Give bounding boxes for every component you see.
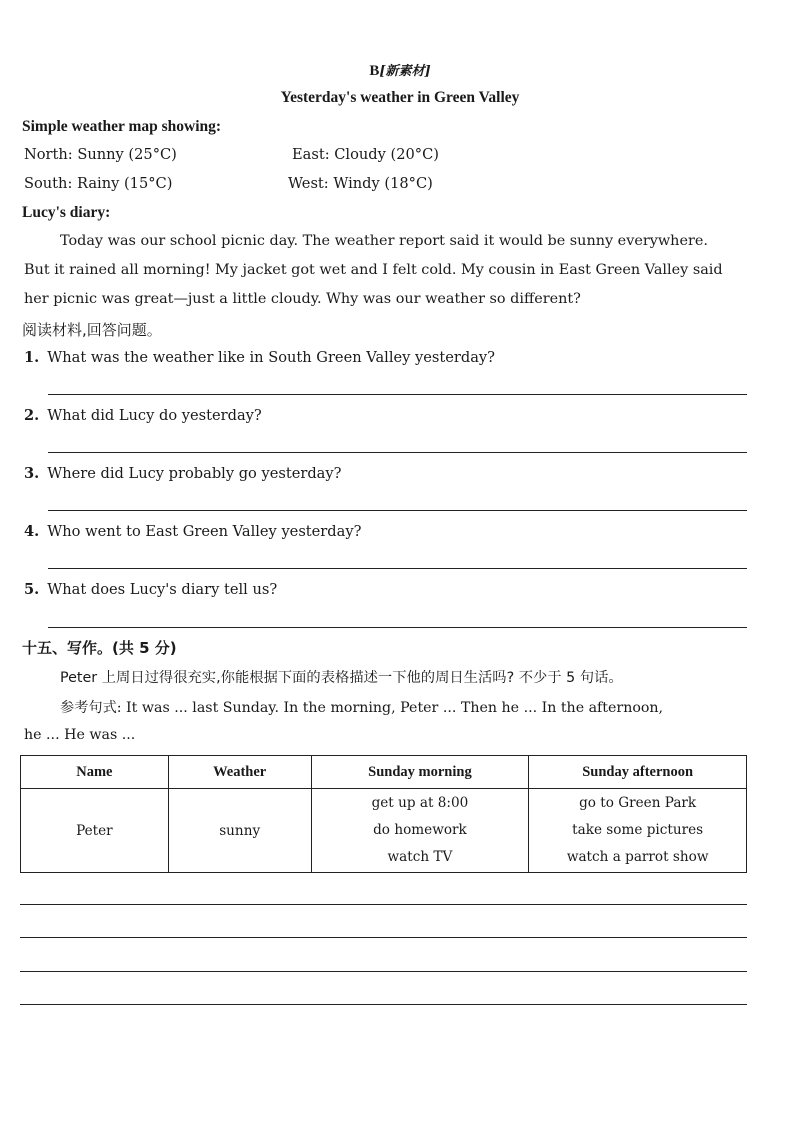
tag-bracket-close: ] [424,64,431,79]
question-text: Where did Lucy probably go yesterday? [47,465,342,482]
weather-map-heading: Simple weather map showing: [22,118,222,135]
table-header-row [21,756,747,789]
section-letter: B [369,63,380,79]
writing-line-4[interactable] [20,1004,747,1005]
peter-sunday-table [20,755,747,873]
section-b-label [0,60,800,80]
answer-line-4[interactable] [48,568,747,569]
tag-bracket-open: [ [379,64,386,79]
header-name: Name [21,756,169,789]
writing-line-2[interactable] [20,937,747,938]
weather-west: West: Windy (18°C) [288,175,433,192]
writing-line-3[interactable] [20,971,747,972]
question-1 [24,349,495,366]
reading-instruction: 阅读材料,回答问题。 [22,321,162,339]
afternoon-activity: watch a parrot show [566,849,709,865]
question-number: 2. [24,407,40,424]
afternoon-activity: go to Green Park [579,795,697,811]
morning-activity: get up at 8:00 [371,795,469,811]
sentence-patterns-line-2: he ... He was ... [24,727,136,743]
writing-heading: 十五、写作。(共 5 分) [22,639,177,657]
question-number: 3. [24,465,40,482]
morning-activity: do homework [373,822,467,838]
diary-line-1: Today was our school picnic day. The weather report said it would be sunny everywhere. [60,233,708,249]
question-number: 4. [24,523,40,540]
new-material-tag: 新素材 [385,64,425,79]
table-row [21,789,747,873]
question-number: 1. [24,349,40,366]
answer-line-2[interactable] [48,452,747,453]
writing-prompt: Peter 上周日过得很充实,你能根据下面的表格描述一下他的周日生活吗? 不少于 5 句话。 [60,670,623,686]
morning-activity: watch TV [387,849,453,865]
answer-line-1[interactable] [48,394,747,395]
question-text: Who went to East Green Valley yesterday? [47,523,362,540]
sentence-patterns-line-1: 参考句式: It was ... last Sunday. In the morning, Peter ... Then he ... In the afternoon, [60,700,664,716]
weather-north: North: Sunny (25°C) [24,146,177,163]
cell-name: Peter [21,789,169,873]
header-weather: Weather [168,756,311,789]
question-5 [24,581,277,598]
answer-line-5[interactable] [48,627,747,628]
diary-line-3: her picnic was great—just a little cloudy. Why was our weather so different? [24,291,581,307]
cell-afternoon-activities [529,789,747,873]
question-text: What does Lucy's diary tell us? [47,581,278,598]
header-sunday-morning: Sunday morning [311,756,529,789]
diary-line-2: But it rained all morning! My jacket got wet and I felt cold. My cousin in East Green Valley said [24,262,723,278]
writing-line-1[interactable] [20,904,747,905]
weather-south: South: Rainy (15°C) [24,175,173,192]
question-2 [24,407,262,424]
passage-title: Yesterday's weather in Green Valley [280,89,520,106]
question-text: What was the weather like in South Green Valley yesterday? [47,349,495,366]
afternoon-activity: take some pictures [572,822,704,838]
answer-line-3[interactable] [48,510,747,511]
question-3 [24,465,341,482]
cell-weather: sunny [168,789,311,873]
question-4 [24,523,361,540]
cell-morning-activities [311,789,529,873]
header-sunday-afternoon: Sunday afternoon [529,756,747,789]
question-number: 5. [24,581,40,598]
diary-heading: Lucy's diary: [22,204,111,221]
weather-east: East: Cloudy (20°C) [292,146,439,163]
question-text: What did Lucy do yesterday? [47,407,262,424]
